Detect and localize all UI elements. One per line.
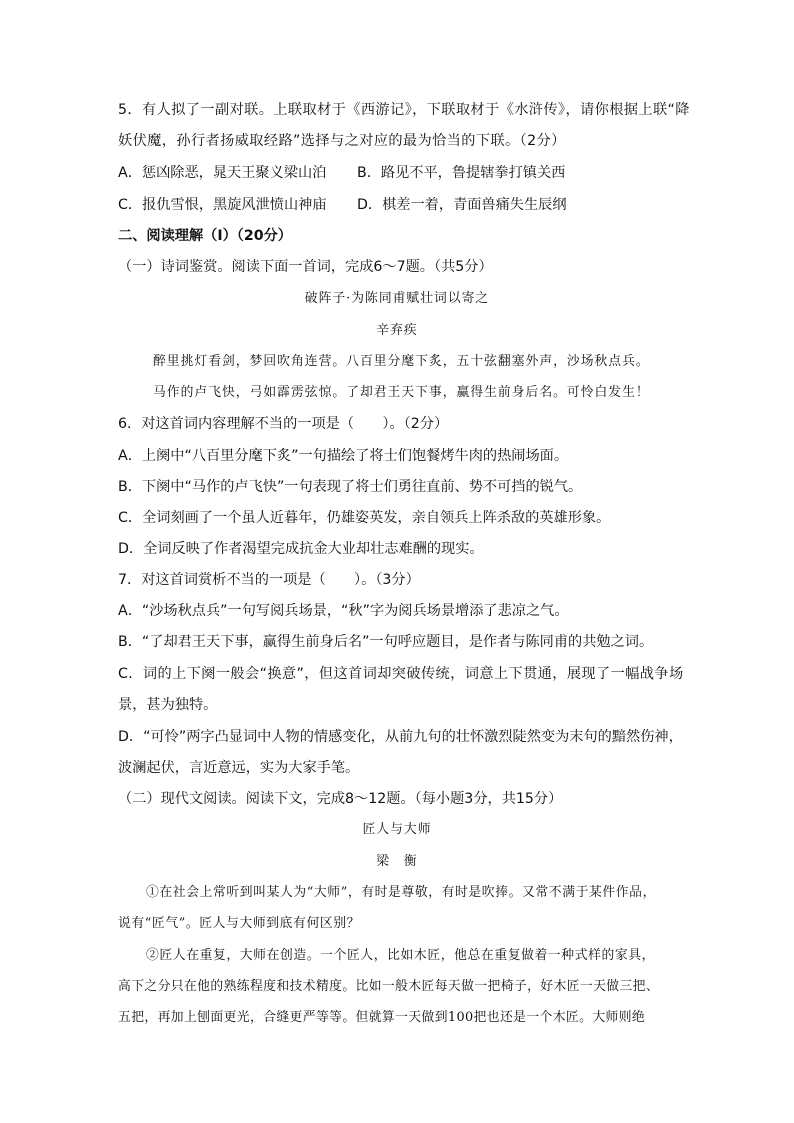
q7-option-b: B．“了却君王天下事，赢得生前身后名”一句呼应题目，是作者与陈同甫的共勉之词。 [118, 634, 654, 650]
q7-option-a: A．“沙场秋点兵”一句写阅兵场景，“秋”字为阅兵场景增添了悲凉之气。 [118, 603, 569, 619]
essay-p1-line-2: 说有“匠气”。匠人与大师到底有何区别？ [118, 916, 361, 931]
section-2-heading: 二、阅读理解（Ⅰ）（20分） [118, 228, 292, 244]
essay-author: 梁 衡 [376, 854, 418, 869]
q7-option-c-line-2: 景，甚为独特。 [118, 697, 218, 713]
q7-stem: 7．对这首词赏析不当的一项是（ ）。（3分） [118, 572, 420, 588]
q7-option-c-line-1: C．词的上下阕一般会“换意”，但这首词却突破传统，词意上下贯通，展现了一幅战争场 [118, 666, 684, 682]
poem-line-2: 马作的卢飞快，弓如霹雳弦惊。了却君王天下事，赢得生前身后名。可怜白发生！ [153, 385, 650, 400]
q6-option-b: B．下阕中“马作的卢飞快”一句表现了将士们勇往直前、势不可挡的锐气。 [118, 479, 583, 495]
q5-line-2: 妖伏魔，孙行者扬威取经路”选择与之对应的最为恰当的下联。（2分） [118, 133, 566, 149]
q6-option-a: A．上阕中“八百里分麾下炙”一句描绘了将士们饱餐烤牛肉的热闹场面。 [118, 448, 569, 464]
poem-title: 破阵子·为陈同甫赋壮词以寄之 [304, 291, 490, 306]
part-2-intro: （二）现代文阅读。阅读下文，完成8～12题。（每小题3分，共15分） [118, 791, 563, 807]
essay-p2-line-2: 高下之分只在他的熟练程度和技术精度。比如一般木匠每天做一把椅子，好木匠一天做三把、 [118, 979, 660, 994]
essay-p2-line-3: 五把，再加上刨面更光，合缝更严等等。但就算一天做到100把也还是一个木匠。大师则绝 [118, 1010, 646, 1025]
q5-option-a: A．惩凶除恶，晁天王聚义梁山泊 [118, 165, 327, 181]
q5-option-b: B．路见不平，鲁提辖拳打镇关西 [357, 165, 566, 181]
q5-option-c: C．报仇雪恨，黑旋风泄愤山神庙 [118, 197, 327, 213]
q5-option-d: D．棋差一着，青面兽痛失生辰纲 [357, 197, 567, 213]
part-1-intro: （一）诗词鉴赏。阅读下面一首词，完成6～7题。（共5分） [118, 259, 493, 275]
q7-option-d-line-2: 波澜起伏，言近意远，实为大家手笔。 [118, 760, 360, 776]
poem-line-1: 醉里挑灯看剑，梦回吹角连营。八百里分麾下炙，五十弦翻塞外声，沙场秋点兵。 [153, 354, 650, 369]
q6-option-c: C．全词刻画了一个虽人近暮年，仍雄姿英发，亲自领兵上阵杀敌的英雄形象。 [118, 510, 611, 526]
q7-option-d-line-1: D．“可怜”两字凸显词中人物的情感变化，从前九句的壮怀激烈陡然变为末句的黯然伤神， [118, 729, 683, 745]
poem-author: 辛弃疾 [376, 323, 418, 338]
essay-p2-line-1: ②匠人在重复，大师在创造。一个匠人，比如木匠，他总在重复做着一种式样的家具， [146, 948, 656, 963]
q5-line-1: 5．有人拟了一副对联。上联取材于《西游记》，下联取材于《水浒传》，请你根据上联“降 [118, 102, 690, 118]
essay-p1-line-1: ①在社会上常听到叫某人为“大师”，有时是尊敬，有时是吹捧。又常不满于某件作品， [146, 885, 656, 900]
essay-title: 匠人与大师 [362, 822, 432, 837]
q6-stem: 6．对这首词内容理解不当的一项是（ ）。（2分） [118, 416, 449, 432]
q6-option-d: D．全词反映了作者渴望完成抗金大业却壮志难酬的现实。 [118, 541, 484, 557]
